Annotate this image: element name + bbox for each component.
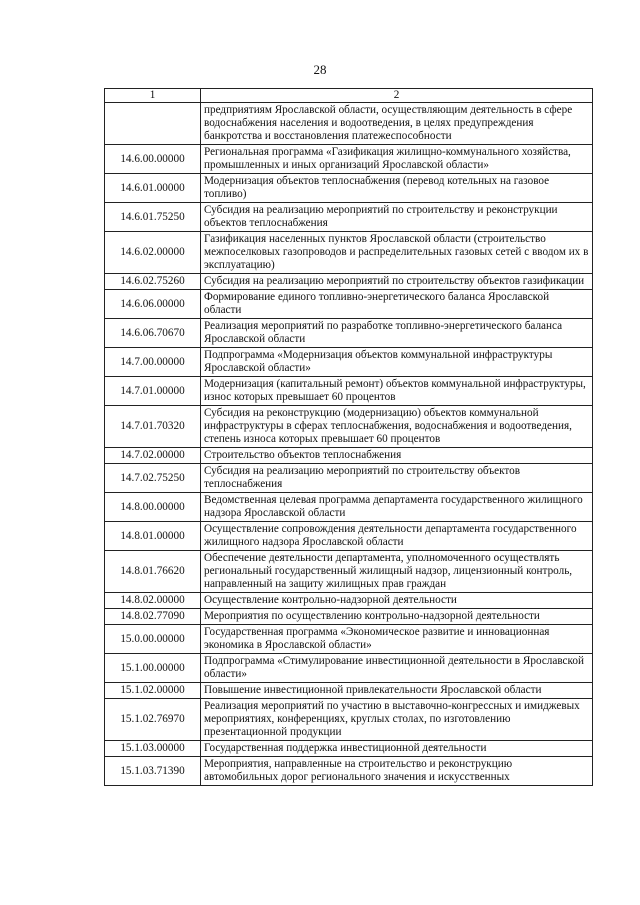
table-row bbox=[105, 654, 593, 683]
table-row bbox=[105, 757, 593, 786]
row-code: 14.6.02.75260 bbox=[105, 274, 201, 290]
column-header-description: 2 bbox=[201, 89, 593, 103]
row-description: Субсидия на реализацию мероприятий по строительству и реконструкции объектов теплоснабжения bbox=[201, 203, 593, 232]
row-description: Мероприятия по осуществлению контрольно-надзорной деятельности bbox=[201, 609, 593, 625]
row-description: предприятиям Ярославской области, осуществляющим деятельность в сфере водоснабжения населения и водоотведения, в целях предупреждения банкротства и восстановления платежеспособности bbox=[201, 103, 593, 145]
row-description: Реализация мероприятий по участию в выставочно-конгрессных и имиджевых мероприятиях, конференциях, круглых столах, по изготовлению презентационной продукции bbox=[201, 699, 593, 741]
row-code: 15.1.00.00000 bbox=[105, 654, 201, 683]
row-description: Субсидия на реализацию мероприятий по строительству объектов теплоснабжения bbox=[201, 464, 593, 493]
row-description: Государственная поддержка инвестиционной деятельности bbox=[201, 741, 593, 757]
row-description: Реализация мероприятий по разработке топливно-энергетического баланса Ярославской области bbox=[201, 319, 593, 348]
row-code: 14.8.02.77090 bbox=[105, 609, 201, 625]
table-row bbox=[105, 174, 593, 203]
row-code bbox=[105, 103, 201, 145]
row-code: 14.6.01.75250 bbox=[105, 203, 201, 232]
row-code: 15.1.02.00000 bbox=[105, 683, 201, 699]
table-row bbox=[105, 290, 593, 319]
row-description: Мероприятия, направленные на строительство и реконструкцию автомобильных дорог регионального значения и искусственных bbox=[201, 757, 593, 786]
table-row bbox=[105, 377, 593, 406]
row-code: 14.8.01.00000 bbox=[105, 522, 201, 551]
table-row bbox=[105, 145, 593, 174]
table-row bbox=[105, 493, 593, 522]
table-row bbox=[105, 741, 593, 757]
row-code: 14.6.00.00000 bbox=[105, 145, 201, 174]
row-code: 14.7.00.00000 bbox=[105, 348, 201, 377]
row-description: Подпрограмма «Модернизация объектов коммунальной инфраструктуры Ярославской области» bbox=[201, 348, 593, 377]
row-code: 14.8.00.00000 bbox=[105, 493, 201, 522]
row-code: 15.1.03.00000 bbox=[105, 741, 201, 757]
row-description: Модернизация (капитальный ремонт) объектов коммунальной инфраструктуры, износ которых превышает 60 процентов bbox=[201, 377, 593, 406]
row-description: Субсидия на реконструкцию (модернизацию) объектов коммунальной инфраструктуры в сферах теплоснабжения, водоснабжения и водоотведения, степень износа которых превышает 60 процентов bbox=[201, 406, 593, 448]
table-row bbox=[105, 625, 593, 654]
row-description: Государственная программа «Экономическое развитие и инновационная экономика в Ярославской области» bbox=[201, 625, 593, 654]
row-code: 15.1.03.71390 bbox=[105, 757, 201, 786]
row-description: Строительство объектов теплоснабжения bbox=[201, 448, 593, 464]
row-code: 14.6.01.00000 bbox=[105, 174, 201, 203]
row-code: 15.1.02.76970 bbox=[105, 699, 201, 741]
row-code: 14.7.02.00000 bbox=[105, 448, 201, 464]
table-row bbox=[105, 348, 593, 377]
row-description: Осуществление сопровождения деятельности департамента государственного жилищного надзора Ярославской области bbox=[201, 522, 593, 551]
row-description: Газификация населенных пунктов Ярославской области (строительство межпоселковых газопроводов и распределительных газовых сетей с вводом их в эксплуатацию) bbox=[201, 232, 593, 274]
table-row bbox=[105, 609, 593, 625]
row-code: 14.7.01.00000 bbox=[105, 377, 201, 406]
row-description: Обеспечение деятельности департамента, уполномоченного осуществлять региональный государственный жилищный надзор, лицензионный контроль, направленный на защиту жилищных прав граждан bbox=[201, 551, 593, 593]
column-header-code: 1 bbox=[105, 89, 201, 103]
row-code: 15.0.00.00000 bbox=[105, 625, 201, 654]
table-row bbox=[105, 274, 593, 290]
table-row bbox=[105, 448, 593, 464]
row-description: Модернизация объектов теплоснабжения (перевод котельных на газовое топливо) bbox=[201, 174, 593, 203]
row-code: 14.6.06.00000 bbox=[105, 290, 201, 319]
table-row bbox=[105, 522, 593, 551]
row-description: Ведомственная целевая программа департамента государственного жилищного надзора Ярославской области bbox=[201, 493, 593, 522]
table-row bbox=[105, 699, 593, 741]
table-row bbox=[105, 232, 593, 274]
table-row bbox=[105, 551, 593, 593]
row-code: 14.6.02.00000 bbox=[105, 232, 201, 274]
table-row bbox=[105, 683, 593, 699]
table-row bbox=[105, 103, 593, 145]
row-description: Формирование единого топливно-энергетического баланса Ярославской области bbox=[201, 290, 593, 319]
row-code: 14.8.01.76620 bbox=[105, 551, 201, 593]
table-header-row bbox=[105, 89, 593, 103]
row-description: Повышение инвестиционной привлекательности Ярославской области bbox=[201, 683, 593, 699]
table-row bbox=[105, 203, 593, 232]
table-row bbox=[105, 464, 593, 493]
row-code: 14.7.01.70320 bbox=[105, 406, 201, 448]
row-description: Осуществление контрольно-надзорной деятельности bbox=[201, 593, 593, 609]
row-code: 14.8.02.00000 bbox=[105, 593, 201, 609]
table-row bbox=[105, 406, 593, 448]
page-number: 28 bbox=[313, 62, 327, 77]
row-description: Региональная программа «Газификация жилищно-коммунального хозяйства, промышленных и иных организаций Ярославской области» bbox=[201, 145, 593, 174]
row-description: Субсидия на реализацию мероприятий по строительству объектов газификации bbox=[201, 274, 593, 290]
table-row bbox=[105, 319, 593, 348]
row-description: Подпрограмма «Стимулирование инвестиционной деятельности в Ярославской области» bbox=[201, 654, 593, 683]
table-row bbox=[105, 593, 593, 609]
row-code: 14.6.06.70670 bbox=[105, 319, 201, 348]
budget-classification-table bbox=[104, 88, 593, 786]
row-code: 14.7.02.75250 bbox=[105, 464, 201, 493]
